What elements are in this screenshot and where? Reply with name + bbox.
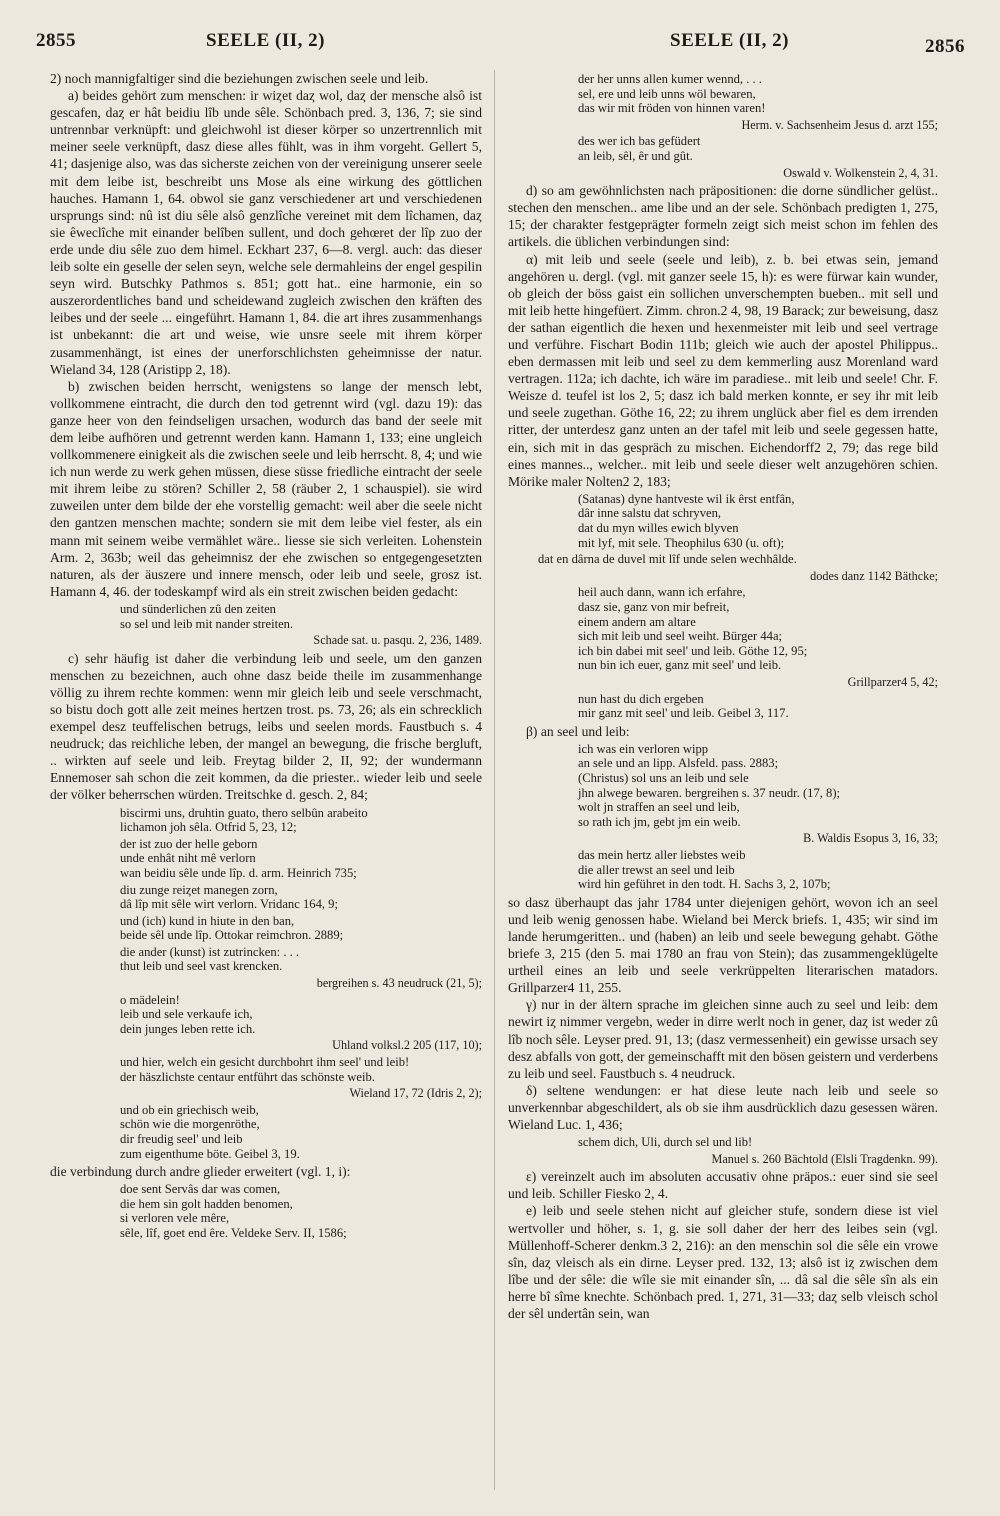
entry-paragraph: δ) seltene wendungen: er hat diese leute nach leib und seele so unverkennbar abgeschildert, als ob sie ihm ausdrücklich dazu gesessen wären. Wieland Luc. 1, 436;: [508, 1082, 938, 1132]
source-citation: dodes danz 1142 Bäthcke;: [810, 568, 938, 583]
verse-quotation: (Satanas) dyne hantveste wil ik êrst entfân, dâr inne salstu dat schryven, dat du myn willes ewich blyven mit lyf, mit sele. Theophilus 630 (u. oft);: [578, 491, 795, 550]
entry-paragraph: 2) noch mannigfaltiger sind die beziehungen zwischen seele und leib.: [50, 71, 429, 86]
verse-quotation: ich was ein verloren wipp an sele und an lipp. Alsfeld. pass. 2883; (Christus) sol uns an leib und sele jhn alwege bewaren. bergreihen s. 37 neudr. (17, 8); wolt jn straffen an seel und leib, so rath ich jm, gebt jm ein weib.: [578, 741, 841, 829]
verse-quotation: nun hast du dich ergeben mir ganz mit seel' und leib. Geibel 3, 117.: [578, 691, 789, 721]
entry-paragraph: d) so am gewöhnlichsten nach präpositionen: die dorne sündlicher gelüst.. stechen den menschen.. ame libe und an der sele. Schönbach predigten 1, 275, 15; der charakter festgeprägter formeln zeigt sich meist schon im fehlen des artikels. die üblichen verbindungen sind:: [508, 183, 938, 250]
right-running-title: SEELE (II, 2): [670, 30, 789, 51]
source-citation: Wieland 17, 72 (Idris 2, 2);: [349, 1086, 482, 1101]
verse-quotation: o mädelein! leib und sele verkaufe ich, dein junges leben rette ich.: [120, 992, 256, 1036]
source-citation: bergreihen s. 43 neudruck (21, 5);: [316, 976, 482, 991]
left-page-header: [36, 30, 476, 70]
verse-quotation: doe sent Servâs dar was comen, die hem sin golt hadden benomen, si verloren vele mêre, sêle, lîf, goet end êre. Veldeke Serv. II, 1586;: [120, 1182, 347, 1241]
entry-paragraph: γ) nur in der ältern sprache im gleichen sinne auch zu seel und leib: dem newirt iȥ nimmer vergebn, weder in dirre werlt noch in gener, daȥ ist weder zû lîb noch sêle. Leyser pred. 91, 13; (dasz vermessenheit) ein gewisse ursach sey desz abfalls von gott, der gemeinschafft mit den bösen geistern und verderbens zu leib und seel. Faustbuch s. 4 neudruck.: [508, 997, 938, 1081]
verse-quotation: der ist zuo der helle geborn unde enhât niht mê verlorn wan beidiu sêle unde lîp. d. arm. Heinrich 735;: [120, 836, 357, 880]
entry-paragraph: a) beides gehört zum menschen: ir wiȥet daȥ wol, daȥ der mensche alsô ist gescafen, daȥ er hât beidiu lîb unde sêle. Schönbach pred. 3, 136, 7; sie sind untrennbar verknüpft: und gleichwohl ist dieser körper so unzertrennlich mit meiner seele verknüpft, dasz diese alles fühlt, was in ihm vorgeht. Gellert 5, 41; dasjenige also, was das sicherste zeichen von der vereinigung unserer seele mit dem leibe ist, beschreibt uns Mose als eine wirkung des göttlichen hauches. Hamann 1, 64. obwol sie ganz verschiedener art und verschiedenen ursprungs sind: nû ist diu sêle alsô genzlîche vereinet mit dem lîchamen, daȥ sie êweclîche mit einander belîben sullent, und doch gehœret der lîp zuo der erde unde diu sêle zuo dem himel. Eckhart 237, 6—8. vergl. auch: das dieser leib solte ein geselle der selen seyn, welche sele dermahleins der engel gespilin seyn wird. Butschky Pathmos s. 851; gott hat.. eine harmonie, ein so auszerordentliches band und scheidewand zugleich zwischen den kräften des leibes und der seele ... eingeführt. Hamann 1, 84. die art ihres zusammenhangs ist unbekannt: die art und weise, wie unsre seele mit ihrem körper zusammenhängt, ist eines der unerforschlichsten geheimnisse der natur. Wieland 34, 128 (Aristipp 2, 18).: [50, 88, 482, 377]
left-running-title: SEELE (II, 2): [206, 30, 325, 51]
verse-quotation: und hier, welch ein gesicht durchbohrt ihm seel' und leib! der häszlichste centaur entführt das schönste weib.: [120, 1055, 410, 1084]
entry-paragraph: α) mit leib und seele (seele und leib), z. b. bei etwas sein, jemand angehören u. dergl. (vgl. mit ganzer seele 15, h): es were fürwar kain wunder, ob gleich der böss gaist ein sollichen unverschempten bueben.. mit sell und mit leib hette hingefüert. Zimm. chron.2 4, 98, 19 Barack; zur beweisung, dasz der sathan eigentlich die hexen und hexenmeister mit leib und seel vertrage und verführe. Fischart Bodin 111b; gleich wie auch der apostel Philippus.. eben dermassen mit leib und seel zu dem kemmerling ausz Morenland ward vertragen. 112a; ich dachte, ich wäre im paradiese.. mit leib und seele! Chr. F. Weisze d. teufel ist los 2, 5; dasz ich bald merken konnte, er sey ihr mit leib und seele zugethan. Göthe 16, 22; zu ihrem unglück aber fiel es dem irrenden ritter, der unterdesz ganz unten an der tafel mit leib und seele gegessen hatte, ein, sich mit in das gespräch zu mischen. Eichendorff2 2, 79; das rege bild eines mannes.., welcher.. mit leib und seele dieser welt anzugehören schien. Mörike maler Nolten2 2, 183;: [508, 251, 938, 489]
entry-paragraph: β) an seel und leib:: [526, 723, 630, 739]
entry-paragraph: ε) vereinzelt auch im absoluten accusativ ohne präpos.: euer sind sie seel und leib. Schiller Fiesko 2, 4.: [508, 1169, 938, 1202]
verse-quotation: die ander (kunst) ist zutrincken: . . . thut leib und seel vast krencken.: [120, 944, 300, 974]
source-citation: Oswald v. Wolkenstein 2, 4, 31.: [783, 165, 938, 180]
source-citation: Uhland volksl.2 205 (117, 10);: [332, 1038, 482, 1053]
verse-quotation: biscirmi uns, druhtin guato, thero selbûn arabeito lichamon joh sêla. Otfrid 5, 23, 12;: [120, 805, 368, 835]
verse-quotation: schem dich, Uli, durch sel und lib!: [578, 1135, 753, 1150]
source-citation: B. Waldis Esopus 3, 16, 33;: [803, 831, 938, 846]
verse-quotation: und sünderlichen zû den zeiten so sel und leib mit nander streiten.: [120, 601, 294, 631]
entry-paragraph: so dasz überhaupt das jahr 1784 unter diejenigen gehört, wovon ich an seel und leib wenig genossen habe. Wieland bei Merck briefs. 1, 435; wir sind im lande herumgeritten.. und (haben) an leib und seele bewegung gehabt. Göthe briefe 3, 215 (den 5. mai 1780 an frau von Stein); das zusammengeklügelte urtheil eines an leib und seele verkrüppelten literarischen matadors. Grillparzer4 11, 255.: [508, 894, 938, 996]
verse-quotation: dat en dârna de duvel mit lîf unde selen wechhâlde.: [538, 552, 797, 567]
right-text-column: [508, 70, 938, 1322]
source-citation: Herm. v. Sachsenheim Jesus d. arzt 155;: [741, 117, 938, 132]
verse-quotation: heil auch dann, wann ich erfahre, dasz sie, ganz von mir befreit, einem andern am altare sich mit leib und seel weiht. Bürger 44a; ich bin dabei mit seel' und leib. Göthe 12, 95; nun bin ich euer, ganz mit seel' und leib.: [578, 585, 808, 673]
verse-quotation: des wer ich bas gefüdert an leib, sêl, êr und gût.: [578, 134, 701, 163]
verse-quotation: diu zunge reiȥet manegen zorn, dâ lîp mit sêle wirt verlorn. Vridanc 164, 9;: [120, 882, 338, 912]
verse-quotation: der her unns allen kumer wennd, . . . sel, ere und leib unns wöl bewaren, das wir mit fröden von hinnen varen!: [578, 72, 766, 116]
entry-paragraph: b) zwischen beiden herrscht, wenigstens so lange der mensch lebt, vollkommene eintracht, die durch den tod getrennt wird (vgl. dazu 19): das ganze heer von den feindseligen ursachen, wodurch das band der seele mit dem leibe aufhören und getrennt werden kann. Hamann 1, 133; eine ungleich vollkommenere einigkeit als die zwischen seele und leib herrscht. 8, 4; und wie ich nun werde zu werk gehen müssen, diese süsse friedliche eintracht der seele mit ihrem leibe zu stören? Schiller 2, 58 (räuber 2, 1 schauspiel). sie wird zuweilen unter dem bilde der ehe vorstellig gemacht: weil aber die seele nicht den gantzen menschen machte; sondern sie mit dem leibe viel fester, als ein mann mit seinem weibe vermählet wäre.. liesse sie sich verleiten. Lohenstein Arm. 2, 363b; weil das geheimnisz der ehe zwischen so entgegengesetzten naturen, als der äuszere und innere mensch, oder leib und seele, grosz ist. Hamann 4, 46. der todeskampf wird als ein streit zwischen beiden gedacht:: [50, 378, 482, 599]
verse-quotation: das mein hertz aller liebstes weib die aller trewst an seel und leib wird hin geführet in den todt. H. Sachs 3, 2, 107b;: [578, 848, 831, 892]
left-text-column: [50, 70, 482, 1243]
source-citation: Manuel s. 260 Bächtold (Elsli Tragdenkn. 99).: [711, 1151, 938, 1166]
column-divider: [494, 70, 495, 1490]
right-page-number: 2856: [925, 36, 965, 57]
entry-paragraph: c) sehr häufig ist daher die verbindung leib und seele, um den ganzen menschen zu bezeichnen, auch ohne dasz beide theile im zusammenhange völlig zu ihrem rechte kommen: wenn mir gleich leib und seele verschmacht, so bistu doch gott alle zeit meines hertzen trost. ps. 73, 26; als ein schrecklich exempel desz teuffelischen betrugs, leibs und seelen mords. Faustbuch s. 4 neudruck; das reichliche leben, der mangel an bewegung, die frische bergluft, .. wirkten auf seele und leib. Freytag bilder 2, II, 92; der wundermann Ennemoser sah schon die zeit kommen, da die priester.. wieder leib und seele der völker beherrschen würden. Treitschke d. gesch. 2, 84;: [50, 650, 482, 803]
source-citation: Grillparzer4 5, 42;: [847, 674, 938, 689]
source-citation: Schade sat. u. pasqu. 2, 236, 1489.: [313, 633, 482, 648]
right-page-header: [510, 30, 965, 70]
verse-quotation: und (ich) kund in hiute in den ban, beide sêl unde lîp. Ottokar reimchron. 2889;: [120, 913, 344, 943]
left-page-number: 2855: [36, 30, 76, 51]
entry-paragraph: e) leib und seele stehen nicht auf gleicher stufe, sondern diese ist viel wertvoller und höher, s. 1, g. sie soll daher der herr des leibes sein (vgl. Müllenhoff-Scherer denkm.3 2, 216): an den menschin sol die sêle ein vrowe sîn, daȥ vleisch als ein dirne. Leyser pred. 132, 13; alsô ist iȥ zwischen dem lîbe und der sêle: die wîle sie mit einander sîn, ... dâ sal die sêle sîn als ein herre bî sîme knechte. Schönbach pred. 1, 271, 31—33; daȥ selb vleisch schol der sêl undertân sein, wan: [508, 1203, 938, 1322]
verse-quotation: und ob ein griechisch weib, schön wie die morgenröthe, dir freudig seel' und leib zum eigenthume böte. Geibel 3, 19.: [120, 1102, 300, 1161]
entry-paragraph: die verbindung durch andre glieder erweitert (vgl. 1, i):: [50, 1164, 351, 1180]
